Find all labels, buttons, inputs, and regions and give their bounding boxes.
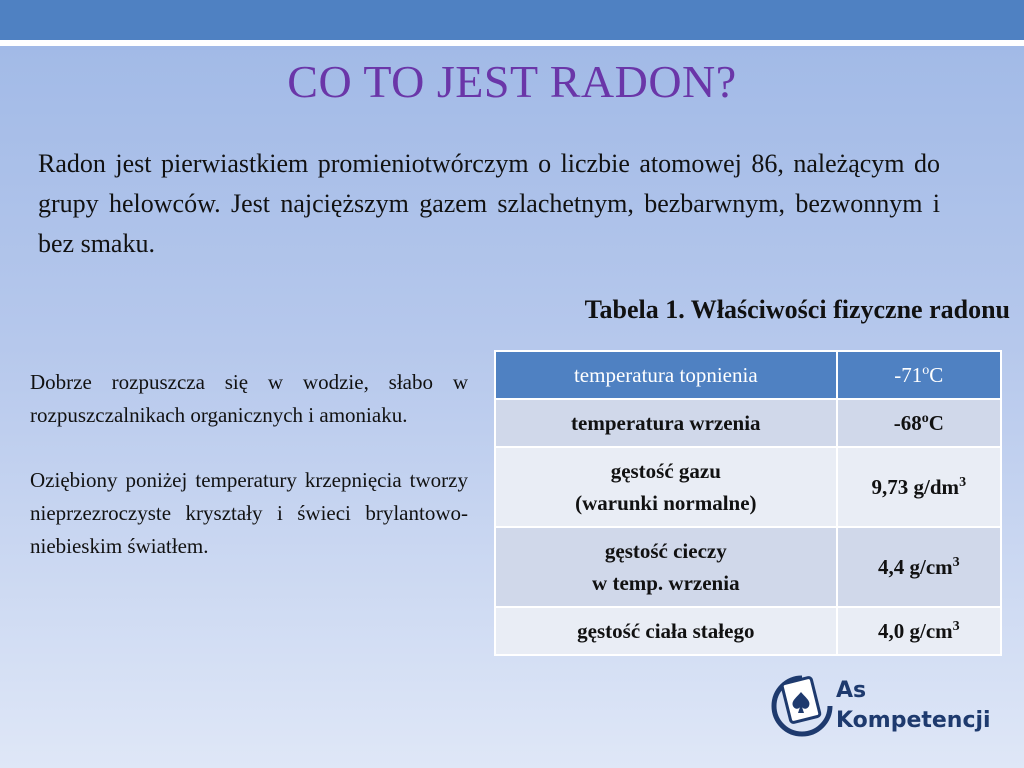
side-paragraph-crystals: Oziębiony poniżej temperatury krzepnięcia tworzy nieprzezroczyste kryształy i świeci brylantowo-niebieskim światłem. [30, 468, 468, 558]
table-row [495, 399, 1001, 447]
top-white-rule [0, 40, 1024, 46]
table-cell-value: -71$^o$C [837, 351, 1001, 399]
table-cell-name: gęstość cieczy w temp. wrzenia [495, 527, 837, 607]
table-cell-name: gęstość gazu (warunki normalne) [495, 447, 837, 527]
table-cell-value: 4,4 $g/cm^3$ [837, 527, 1001, 607]
table-row [495, 527, 1001, 607]
table-cell-value: 9,73 $g/dm^3$ [837, 447, 1001, 527]
logo-line-as: As [836, 678, 867, 703]
spade-card-icon [770, 670, 834, 742]
table-cell-value: -68$^o$C [837, 399, 1001, 447]
logo [770, 670, 1006, 750]
side-paragraph-solubility: Dobrze rozpuszcza się w wodzie, słabo w rozpuszczalnikach organicznych i amoniaku. [30, 370, 468, 427]
table-cell-name: temperatura topnienia [495, 351, 837, 399]
logo-line-kompetencji: Kompetencji [836, 708, 991, 733]
table-row [495, 607, 1001, 655]
table-caption: Tabela 1. Właściwości fizyczne radonu [584, 295, 1010, 324]
top-color-band [0, 0, 1024, 40]
properties-table [494, 350, 1002, 656]
table-row [495, 351, 1001, 399]
table-cell-value: 4,0 $g/cm^3$ [837, 607, 1001, 655]
intro-paragraph: Radon jest pierwiastkiem promieniotwórczym o liczbie atomowej 86, należącym do grupy helowców. Jest najcięższym gazem szlachetnym, bezbarwnym, bezwonnym i bez smaku. [38, 149, 940, 258]
logo-text [836, 676, 991, 736]
table-cell-name: gęstość ciała stałego [495, 607, 837, 655]
side-text [30, 366, 468, 595]
table-row [495, 447, 1001, 527]
slide-title: CO TO JEST RADON? [287, 56, 737, 107]
table-cell-name: temperatura wrzenia [495, 399, 837, 447]
